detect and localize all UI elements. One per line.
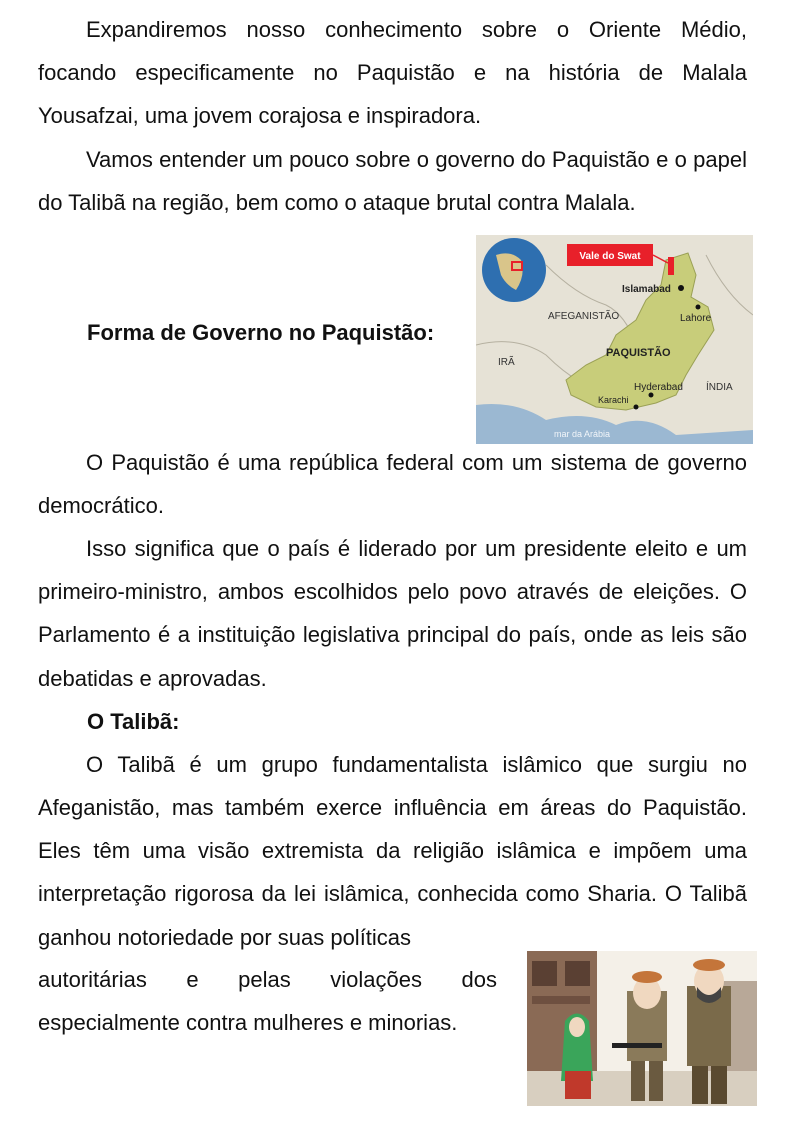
label-paquistao: PAQUISTÃO — [606, 347, 671, 359]
presidente-paragraph: Isso significa que o país é liderado por um presidente eleito e um primeiro-ministro, ambos escolhidos pelo povo através de eleições. O Parlamento é a instituição legislativa principal do país, onde as leis são debatidas e aprovadas. — [38, 536, 747, 691]
label-sea: mar da Arábia — [554, 429, 611, 439]
word: autoritárias — [38, 967, 147, 992]
taliban-soldiers-illustration-icon — [527, 951, 757, 1106]
label-lahore: Lahore — [680, 313, 712, 324]
taliba-paragraph: Afeganistão, mas também exerce influência em áreas do Paquistão. Eles têm uma visão extremista da religião islâmica e impõem uma interpretação rigorosa da lei islâmica, conhecida como Sharia. O Talibã ganhou notoriedade por suas políticas — [38, 795, 747, 950]
intro-paragraph: Expandiremos nosso conhecimento sobre o Oriente Médio, focando especificamente no Paquistão e na história de Malala Yousafzai, uma jovem corajosa e inspiradora. — [38, 17, 747, 129]
taliba-paragraph-line1: O Talibã é um grupo fundamentalista islâmico que surgiu no — [86, 752, 747, 777]
heading-governo: Forma de Governo no Paquistão: — [87, 320, 435, 345]
label-islamabad: Islamabad — [622, 284, 671, 295]
taliba-line-spaced — [38, 958, 497, 1001]
word: pelas — [238, 967, 291, 992]
taliban-illustration — [527, 951, 757, 1106]
label-karachi: Karachi — [598, 395, 629, 405]
label-hyderabad: Hyderabad — [634, 382, 683, 393]
map-icon — [476, 235, 753, 444]
taliba-paragraph-end: especialmente contra mulheres e minorias. — [38, 1010, 458, 1035]
word: violações — [330, 967, 422, 992]
label-swat: Vale do Swat — [579, 251, 641, 262]
label-afeganistao: AFEGANISTÃO — [548, 311, 620, 322]
republica-paragraph: O Paquistão é uma república federal com um sistema de governo democrático. — [38, 450, 747, 519]
label-ira: IRÃ — [498, 357, 515, 368]
word: e — [186, 967, 199, 992]
label-india: ÍNDIA — [706, 382, 733, 393]
pakistan-map — [476, 235, 753, 444]
heading-taliba: O Talibã: — [87, 709, 180, 734]
word: dos — [461, 967, 497, 992]
goal-paragraph: Vamos entender um pouco sobre o governo do Paquistão e o papel do Talibã na região, bem como o ataque brutal contra Malala. — [38, 147, 747, 216]
